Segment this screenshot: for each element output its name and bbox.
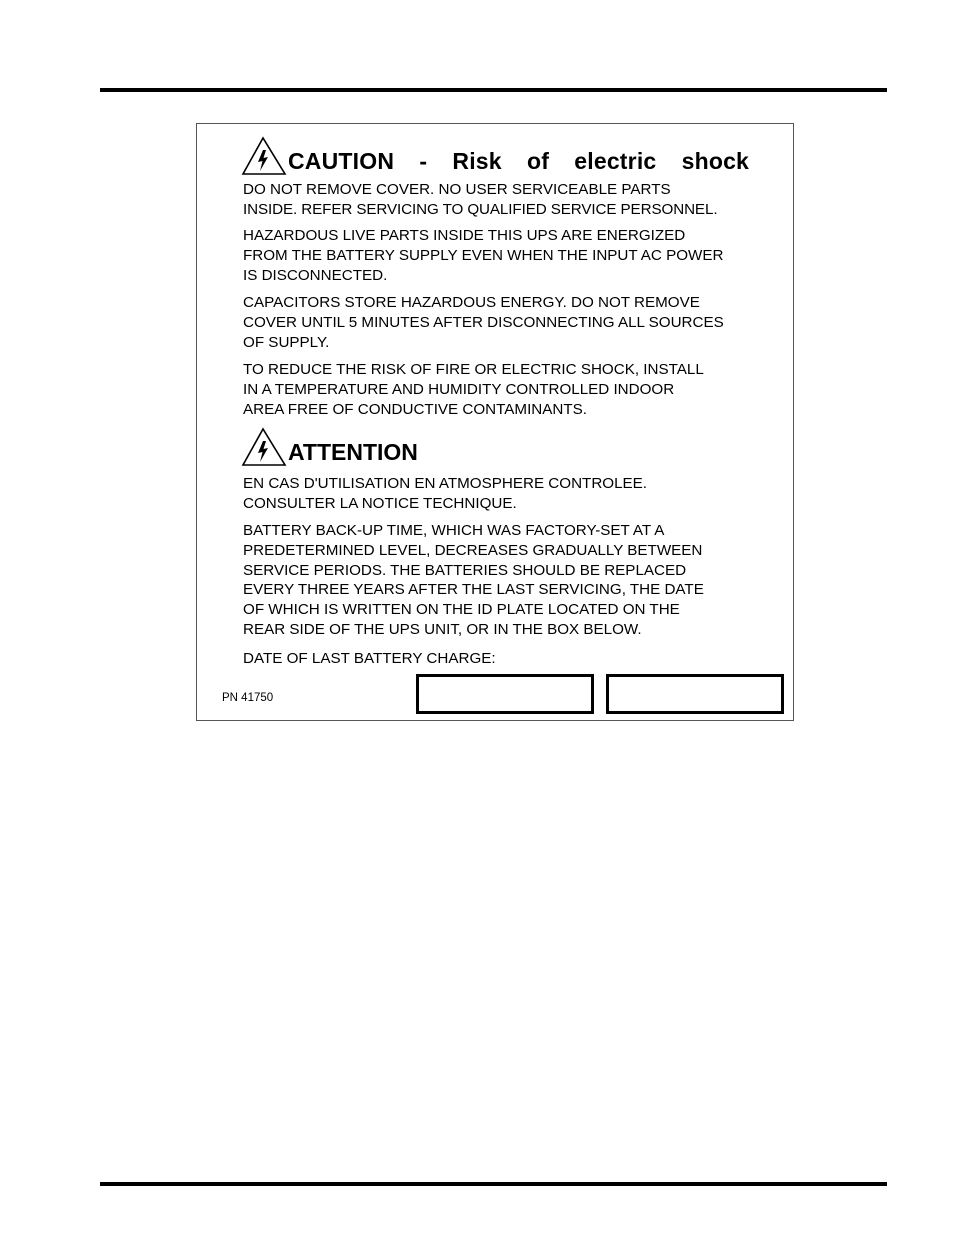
header-rule [100, 88, 887, 92]
attention-paragraph-1: EN CAS D'UTILISATION EN ATMOSPHERE CONTROLEE. CONSULTER LA NOTICE TECHNIQUE. [243, 475, 648, 512]
caution-paragraph-3: CAPACITORS STORE HAZARDOUS ENERGY. DO NOT REMOVE COVER UNTIL 5 MINUTES AFTER DISCONNECTING ALL SOURCES OF SUPPLY. [243, 294, 724, 351]
date-entry-box [606, 674, 784, 714]
date-entry-box [416, 674, 594, 714]
warning-label [196, 123, 794, 721]
caution-paragraph-1: DO NOT REMOVE COVER. NO USER SERVICEABLE PARTS INSIDE. REFER SERVICING TO QUALIFIED SERVICE PERSONNEL. [243, 181, 718, 218]
caution-title: CAUTION - Risk of electric shock [288, 148, 750, 174]
electric-shock-warning-icon [241, 427, 287, 467]
caution-heading [241, 136, 749, 176]
battery-charge-date-label: DATE OF LAST BATTERY CHARGE: [243, 650, 496, 667]
attention-heading [241, 427, 418, 467]
attention-paragraph-2: BATTERY BACK-UP TIME, WHICH WAS FACTORY-SET AT A PREDETERMINED LEVEL, DECREASES GRADUALLY BETWEEN SERVICE PERIODS. THE BATTERIES SHOULD BE REPLACED EVERY THREE YEARS AFTER THE LAST SERVICING, THE DATE OF WHICH IS WRITTEN ON THE ID PLATE LOCATED ON THE REAR SIDE OF THE UPS UNIT, OR IN THE BOX BELOW. [243, 522, 704, 638]
footer-rule [100, 1182, 887, 1186]
attention-title: ATTENTION [288, 439, 418, 465]
electric-shock-warning-icon [241, 136, 287, 176]
part-number: PN 41750 [222, 692, 274, 704]
caution-paragraph-4: TO REDUCE THE RISK OF FIRE OR ELECTRIC SHOCK, INSTALL IN A TEMPERATURE AND HUMIDITY CONTROLLED INDOOR AREA FREE OF CONDUCTIVE CONTAMINANTS. [243, 361, 704, 418]
caution-paragraph-2: HAZARDOUS LIVE PARTS INSIDE THIS UPS ARE ENERGIZED FROM THE BATTERY SUPPLY EVEN WHEN THE INPUT AC POWER IS DISCONNECTED. [243, 227, 724, 284]
